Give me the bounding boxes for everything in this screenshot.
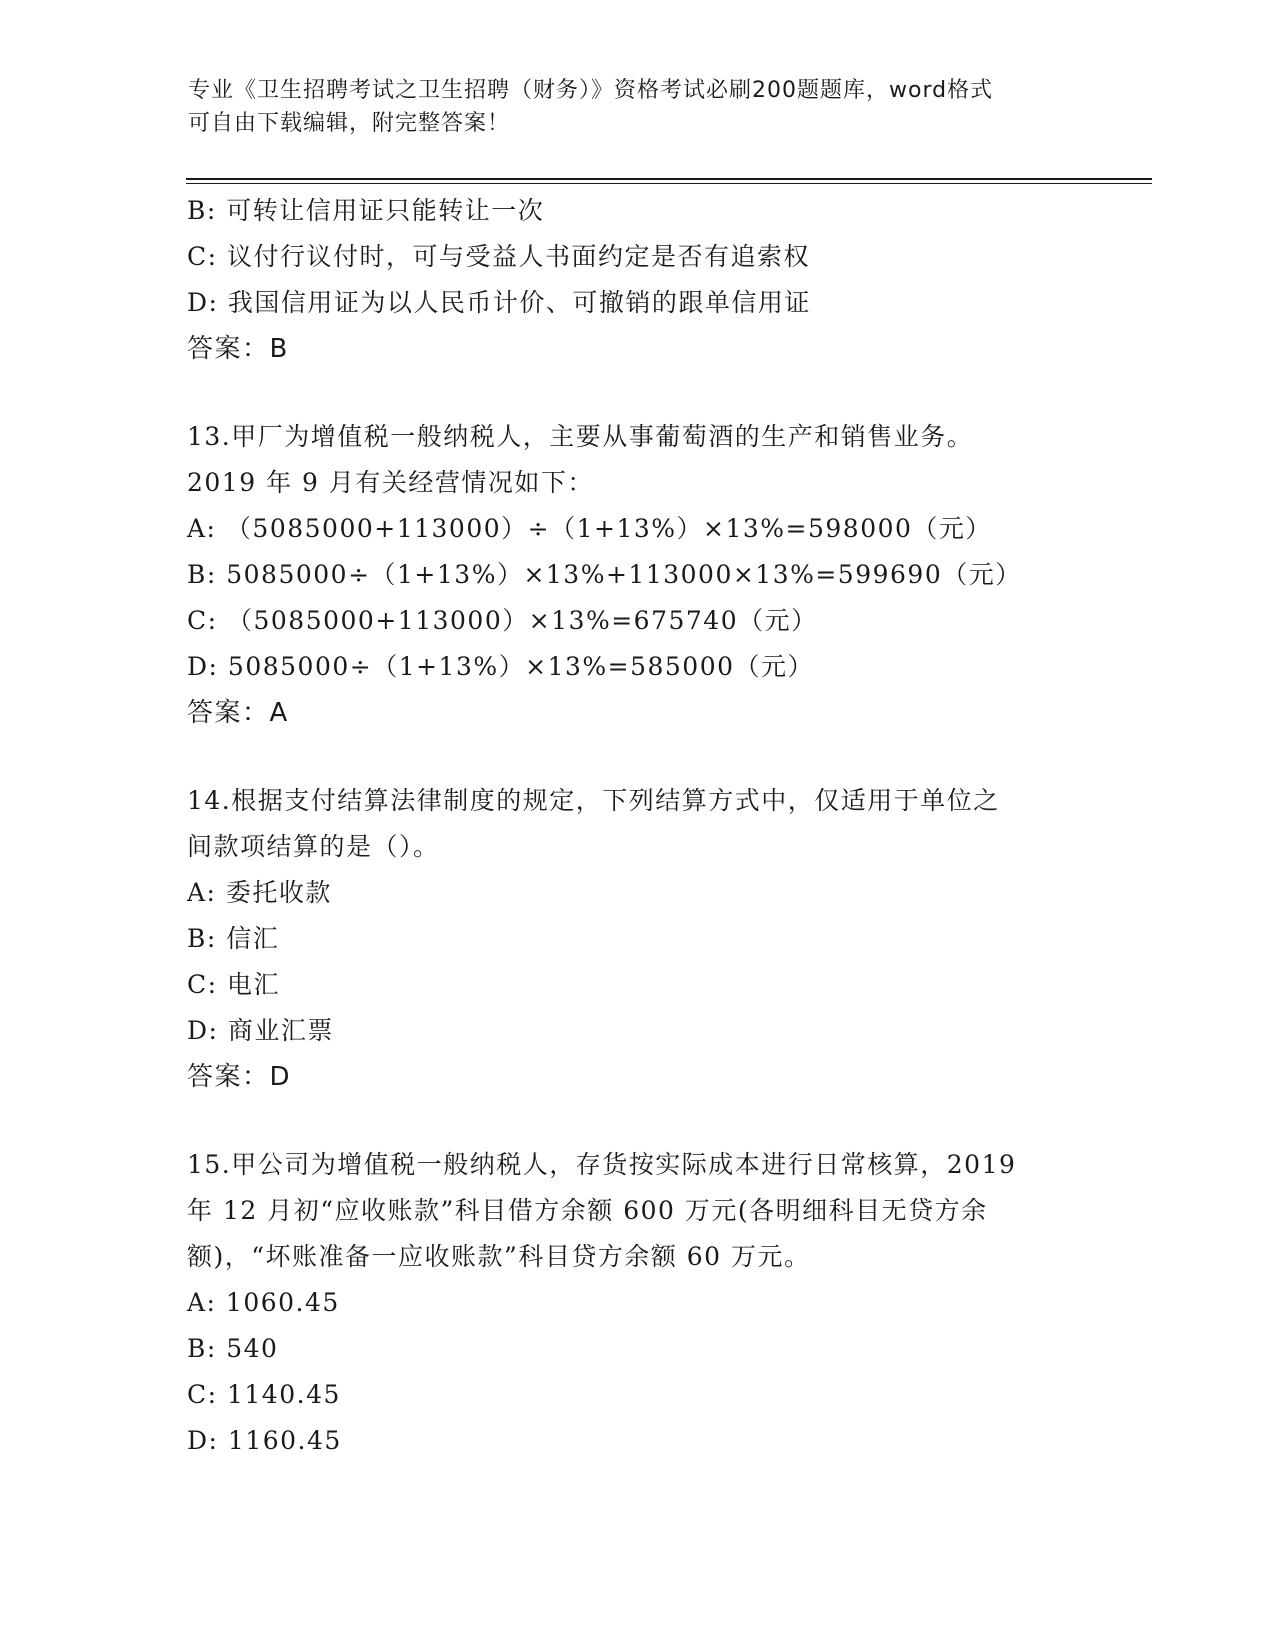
option-c: C: 议付行议付时，可与受益人书面约定是否有追索权 xyxy=(187,242,811,271)
question-stem-line: 间款项结算的是（）。 xyxy=(187,832,440,861)
answer: 答案：A xyxy=(187,698,289,728)
header-line-1: 专业《卫生招聘考试之卫生招聘（财务）》资格考试必刷200题题库，word格式 xyxy=(188,78,994,103)
spacer xyxy=(187,1100,1087,1142)
answer: 答案：B xyxy=(187,334,289,364)
answer: 答案：D xyxy=(187,1062,292,1092)
option-a: A: （5085000+113000）÷（1+13%）×13%=598000（元） xyxy=(187,514,992,543)
option-d: D: 我国信用证为以人民币计价、可撤销的跟单信用证 xyxy=(187,288,811,317)
option-a: A: 委托收款 xyxy=(187,878,332,907)
option-d: D: 1160.45 xyxy=(187,1426,342,1455)
option-b: B: 540 xyxy=(187,1334,279,1363)
option-c: C: 电汇 xyxy=(187,970,280,999)
question-stem-line: 15.甲公司为增值税一般纳税人，存货按实际成本进行日常核算，2019 xyxy=(187,1150,1017,1179)
option-b: B: 5085000÷（1+13%）×13%+113000×13%=599690（元） xyxy=(187,560,1022,589)
question-14 xyxy=(187,778,1087,1100)
option-d: D: 5085000÷（1+13%）×13%=585000（元） xyxy=(187,652,815,681)
question-stem-line: 额)，“坏账准备一应收账款”科目贷方余额 60 万元。 xyxy=(187,1242,811,1271)
page-header xyxy=(188,74,1068,140)
question-stem-line: 2019 年 9 月有关经营情况如下： xyxy=(187,468,594,497)
spacer xyxy=(187,372,1087,414)
option-a: A: 1060.45 xyxy=(187,1288,340,1317)
spacer xyxy=(187,736,1087,778)
option-b: B: 可转让信用证只能转让一次 xyxy=(187,196,545,225)
question-stem-line: 13.甲厂为增值税一般纳税人，主要从事葡萄酒的生产和销售业务。 xyxy=(187,422,974,451)
option-b: B: 信汇 xyxy=(187,924,280,953)
question-15 xyxy=(187,1142,1087,1464)
question-13 xyxy=(187,414,1087,736)
question-stem-line: 年 12 月初“应收账款”科目借方余额 600 万元(各明细科目无贷方余 xyxy=(187,1196,988,1225)
question-12 xyxy=(187,188,1087,372)
header-divider-thin xyxy=(186,183,1152,184)
option-c: C: （5085000+113000）×13%=675740（元） xyxy=(187,606,818,635)
option-d: D: 商业汇票 xyxy=(187,1016,334,1045)
header-line-2: 可自由下载编辑，附完整答案！ xyxy=(188,111,511,136)
header-divider-thick xyxy=(186,178,1152,180)
question-stem-line: 14.根据支付结算法律制度的规定，下列结算方式中，仅适用于单位之 xyxy=(187,786,1000,815)
option-c: C: 1140.45 xyxy=(187,1380,341,1409)
question-list xyxy=(187,188,1087,1464)
